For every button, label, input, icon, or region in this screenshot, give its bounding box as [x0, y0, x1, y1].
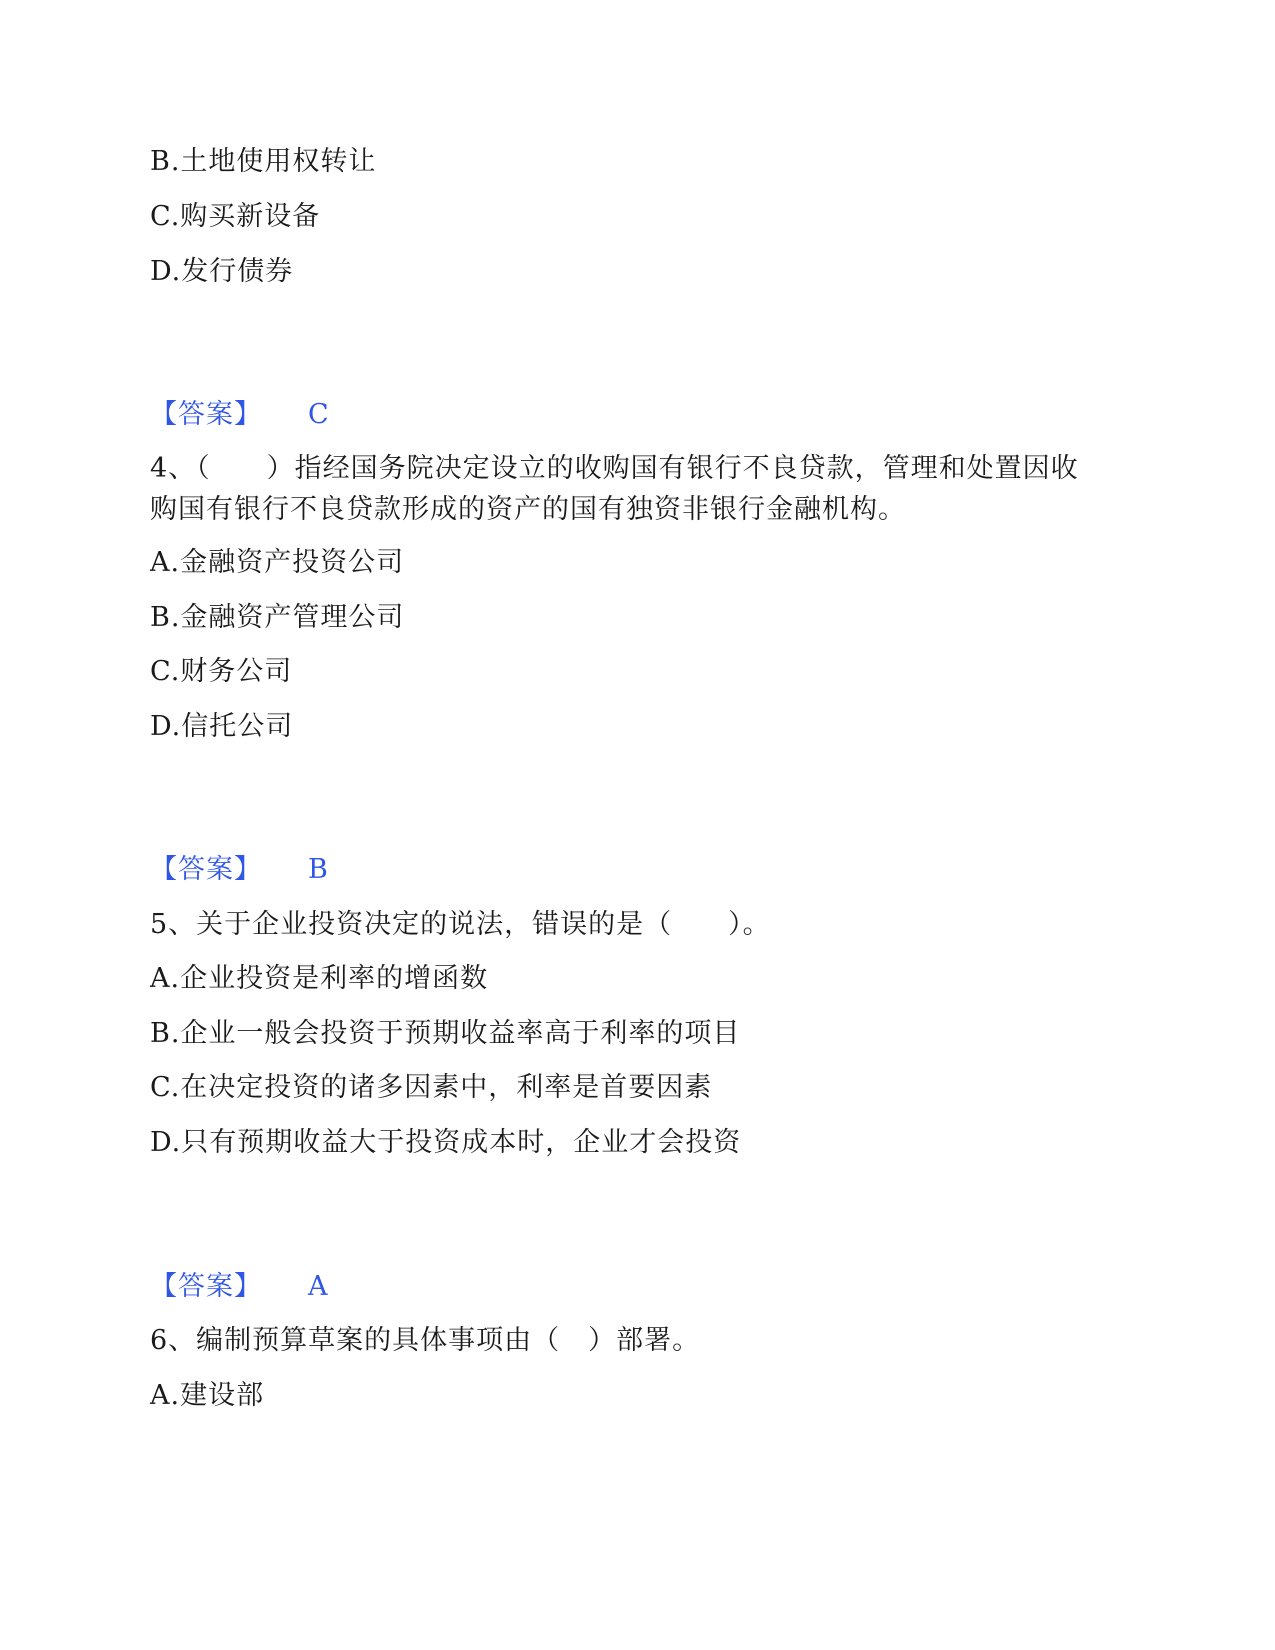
- q4-answer-row: [150, 853, 329, 887]
- q4-option-a: A.金融资产投资公司: [150, 547, 405, 578]
- q4-option-b: B.金融资产管理公司: [150, 602, 405, 633]
- q4-option-c: C.财务公司: [150, 656, 293, 687]
- q3-answer-row: [150, 398, 330, 432]
- q3-option-c: C.购买新设备: [150, 201, 321, 232]
- answer-label: 【答案】: [150, 854, 262, 885]
- answer-value: C: [308, 399, 330, 430]
- q6-option-a: A.建设部: [150, 1380, 265, 1411]
- q5-option-a: A.企业投资是利率的增函数: [150, 963, 489, 994]
- q5-stem: 5、关于企业投资决定的说法，错误的是（ ）。: [150, 909, 771, 940]
- q6-stem: 6、编制预算草案的具体事项由（ ）部署。: [150, 1325, 701, 1356]
- q4-option-d: D.信托公司: [150, 711, 294, 742]
- q3-option-b: B.土地使用权转让: [150, 146, 377, 177]
- q3-option-d: D.发行债券: [150, 256, 294, 287]
- answer-label: 【答案】: [150, 399, 262, 430]
- answer-value: A: [308, 1271, 329, 1302]
- q5-option-b: B.企业一般会投资于预期收益率高于利率的项目: [150, 1018, 741, 1049]
- q4-stem-line2: 购国有银行不良贷款形成的资产的国有独资非银行金融机构。: [150, 494, 906, 525]
- q5-option-d: D.只有预期收益大于投资成本时，企业才会投资: [150, 1127, 742, 1158]
- q5-answer-row: [150, 1270, 329, 1304]
- answer-label: 【答案】: [150, 1271, 262, 1302]
- answer-value: B: [308, 854, 329, 885]
- q5-option-c: C.在决定投资的诸多因素中，利率是首要因素: [150, 1072, 713, 1103]
- q4-stem-line1: 4、（ ）指经国务院决定设立的收购国有银行不良贷款，管理和处置因收: [150, 453, 1079, 484]
